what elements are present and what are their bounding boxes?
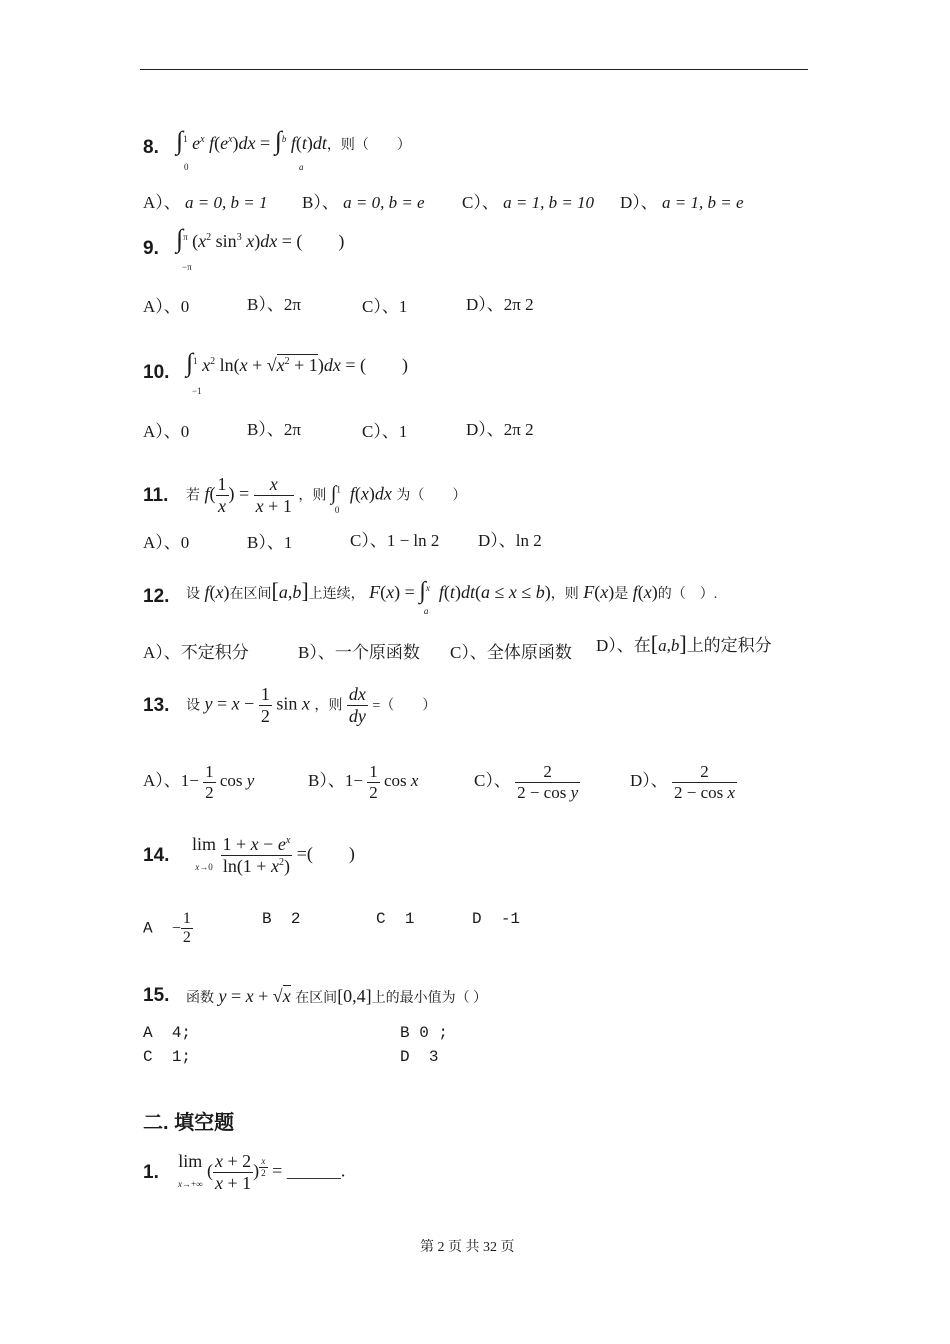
fill-q1-number: 1. [143,1162,159,1183]
q11-option-b[interactable]: B）、1 [247,533,293,552]
fill-q1-stem: lim x→+∞ ( $\frac{x + 2}{x + 1}$ ) $^{\frac{x}{2}}$ = ______. [178,1151,346,1193]
q10-stem-tail: = ( ) [345,355,408,375]
q14-option-a[interactable]: A − $\frac{1}{2}$ [143,910,191,947]
q10-option-c[interactable]: C）、1 [362,422,408,441]
q10-option-a[interactable]: A）、0 [143,422,190,441]
q8-option-c[interactable]: C）、 a = 1, b = 10 [462,193,595,212]
q8-stem: ∫$^1$ 0 $e^x$ $f(e^x)dx = \int^b$ a f(t)dt，则（ ） [176,126,411,172]
q11-option-a[interactable]: A）、0 [143,533,190,552]
q12-stem: 设 f(x)在区间[a,b]上连续， F(x) = ∫$^x_a$ f(t)dt(a ≤ x ≤ b)，则 F(x)是 f(x)的（ ）. [186,578,718,616]
section-title: 二. 填空题 [143,1112,235,1134]
q15-option-c[interactable]: C 1; [143,1048,192,1066]
q15-option-a[interactable]: A 4; [143,1024,192,1042]
header-rule [140,69,808,70]
q9-option-d[interactable]: D）、2π 2 [466,295,534,314]
q12-option-a[interactable]: A）、不定积分 [143,643,249,662]
q13-stem: 设 y = x − $\frac{1}{2}$ sin x ，则 $\frac{dx}{dy}$ =（ ） [186,684,437,726]
fill-q1-blank[interactable]: ______. [286,1160,346,1181]
q13-option-d[interactable]: D）、 $\frac{2}{\text{2 − cos x}}$ [630,762,736,802]
q11-stem: 若 f( $\frac{1}{x}$ ) = $\frac{x}{x + 1}$ ，则 ∫$^1_0$ f(x)dx 为（ ） [186,474,467,516]
q10-number: 10. [143,362,170,383]
q15-option-d[interactable]: D 3 [400,1048,439,1066]
q15-number: 15. [143,985,170,1006]
q11-number: 11. [143,485,169,506]
q8-option-a[interactable]: A）、 a = 0, b = 1 [143,193,268,212]
q12-option-c[interactable]: C）、全体原函数 [450,643,572,662]
q11-option-d[interactable]: D）、ln 2 [478,531,542,550]
q15-option-b[interactable]: B 0 ; [400,1024,449,1042]
q12-number: 12. [143,586,170,607]
q14-option-c[interactable]: C 1 [376,910,415,928]
q9-number: 9. [143,238,159,259]
q8-number: 8. [143,137,159,158]
q15-stem: 函数 y = x + √x 在区间[0,4]上的最小值为（ ） [186,986,488,1006]
q8-stem-tail: ，则（ ） [326,138,411,153]
page-footer: 第 2 页 共 32 页 [420,1240,515,1255]
q9-option-c[interactable]: C）、1 [362,297,408,316]
q12-option-d[interactable]: D）、在[a,b]上的定积分 [596,631,772,656]
q14-stem: lim x→0 $\frac{1 + x - e^x}{\ln(1 + x^2)}$ =( ) [192,834,355,876]
q8-option-b[interactable]: B）、 a = 0, b = e [302,193,425,212]
q8-option-d[interactable]: D）、 a = 1, b = e [620,193,744,212]
q14-option-d[interactable]: D -1 [472,910,521,928]
q9-stem: ∫$^\pi$ −π ($x^2$ $\sin^3 x)dx$ = ( ) [176,224,345,272]
q10-stem: ∫$^1$ −1 $x^2$ $\ln(x + √x^2 + 1)dx$ = ( ) [186,348,408,396]
q14-option-b[interactable]: B 2 [262,910,301,928]
q13-option-c[interactable]: C）、 $\frac{2}{\text{2 − cos y}}$ [474,762,579,802]
q13-number: 13. [143,695,170,716]
q14-number: 14. [143,845,170,866]
q10-option-d[interactable]: D）、2π 2 [466,420,534,439]
q13-option-b[interactable]: B）、1− $\frac{1}{2}$ cos x [308,762,419,802]
q9-option-a[interactable]: A）、0 [143,297,190,316]
q12-option-b[interactable]: B）、一个原函数 [298,643,420,662]
q9-option-b[interactable]: B）、2π [247,295,301,314]
q9-stem-tail: = ( ) [281,231,345,251]
q13-option-a[interactable]: A）、1− $\frac{1}{2}$ cos y [143,762,255,802]
q10-option-b[interactable]: B）、2π [247,420,301,439]
q11-option-c[interactable]: C）、1 − ln 2 [350,531,440,550]
